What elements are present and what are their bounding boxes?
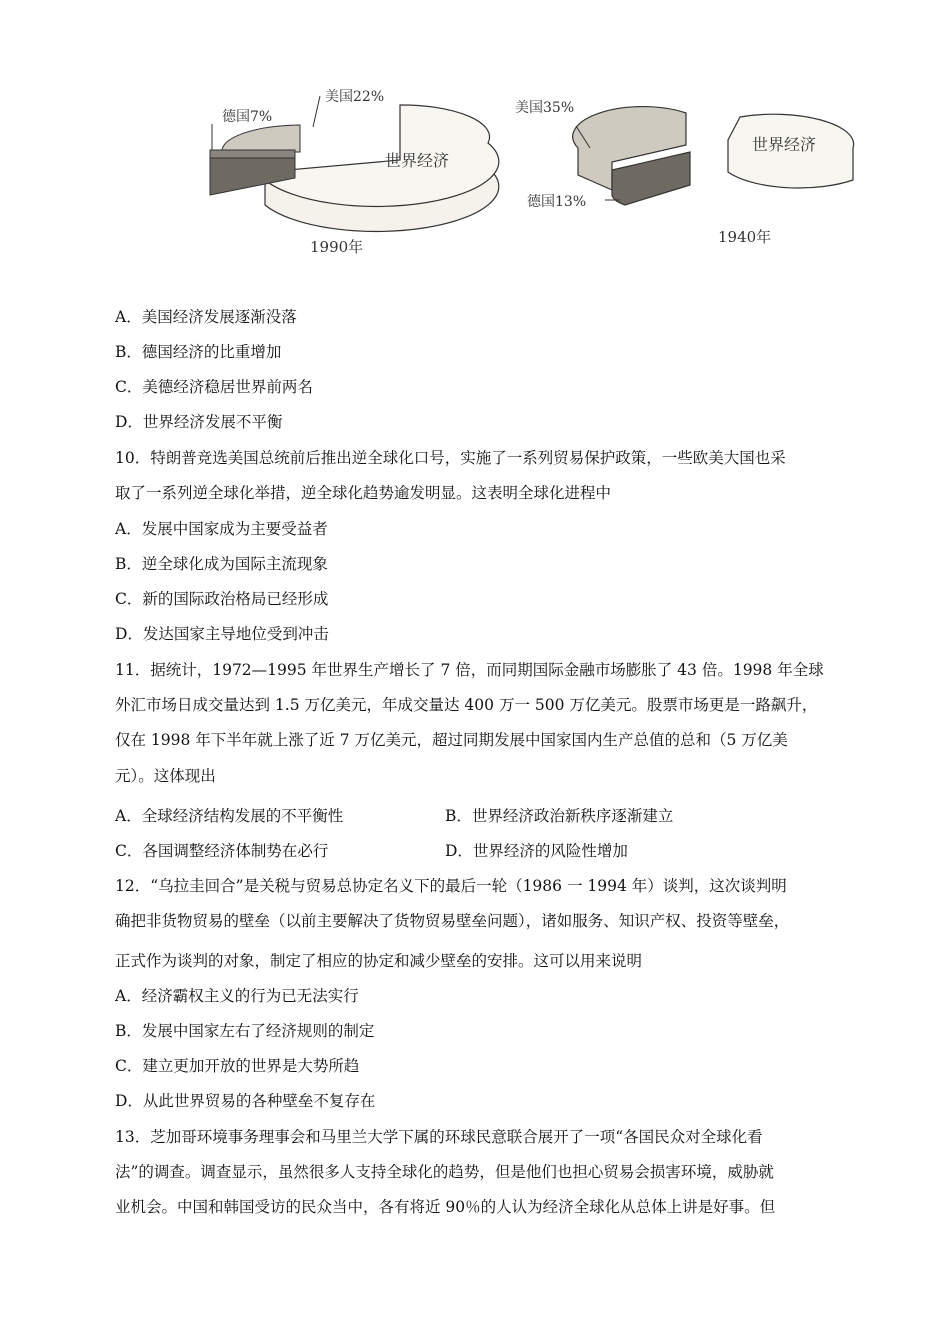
q12-stem-line: 12．“乌拉圭回合”是关税与贸易总协定名义下的最后一轮（1986 一 1994 年）谈判，这次谈判明 [115,877,787,895]
q12-option-b: B．发展中国家左右了经济规则的制定 [115,1022,375,1040]
q9-option-c: C．美德经济稳居世界前两名 [115,378,313,396]
q10-stem-line: 10．特朗普竞选美国总统前后推出逆全球化口号，实施了一系列贸易保护政策，一些欧美大国也采 [115,449,786,467]
year-label-1990: 1990年 [310,238,364,256]
q10-option-a: A．发展中国家成为主要受益者 [115,520,328,538]
pie-chart-1990 [210,89,499,256]
q11-stem-line: 元）。这体现出 [115,767,216,785]
q10-stem-line: 取了一系列逆全球化举措，逆全球化趋势逾发明显。这表明全球化进程中 [115,484,612,502]
q13-stem-line: 业机会。中国和韩国受访的民众当中，各有将近 90％的人认为经济全球化从总体上讲是好事。但 [115,1198,776,1216]
germany-label-1940: 德国13% [527,194,587,210]
year-label-1940: 1940年 [718,228,772,246]
q10-option-d: D．发达国家主导地位受到冲击 [115,625,329,643]
world-label-1990: 世界经济 [385,151,450,170]
q11-stem-line: 11．据统计，1972—1995 年世界生产增长了 7 倍，而同期国际金融市场膨胀了 43 倍。1998 年全球 [115,661,824,679]
q13-stem-line: 13．芝加哥环境事务理事会和马里兰大学下属的环球民意联合展开了一项“各国民众对全球化看 [115,1128,763,1146]
q11-option-d: D．世界经济的风险性增加 [445,842,628,860]
q10-option-b: B．逆全球化成为国际主流现象 [115,555,328,573]
slice-usa-1990 [222,125,300,152]
usa-label-1990: 美国22% [325,89,385,105]
q12-stem-line: 正式作为谈判的对象，制定了相应的协定和减少壁垒的安排。这可以用来说明 [115,952,643,970]
q12-stem-line: 确把非货物贸易的壁垒（以前主要解决了货物贸易壁垒问题），诸如服务、知识产权、投资等壁垒， [115,912,790,930]
q11-option-a: A．全球经济结构发展的不平衡性 [115,807,344,825]
q11-stem-line: 外汇市场日成交量达到 1.5 万亿美元，年成交量达 400 万一 500 万亿美元。股票市场更是一路飙升， [115,696,818,714]
q9-option-a: A．美国经济发展逐渐没落 [115,308,297,326]
q11-stem-line: 仅在 1998 年下半年就上涨了近 7 万亿美元，超过同期发展中国家国内生产总值的总和（5 万亿美 [115,731,788,749]
world-label-1940: 世界经济 [752,135,817,154]
q11-option-c: C．各国调整经济体制势在必行 [115,842,329,860]
q12-option-c: C．建立更加开放的世界是大势所趋 [115,1057,360,1075]
q9-option-d: D．世界经济发展不平衡 [115,413,283,431]
pie-charts-figure [0,0,950,280]
q11-option-b: B．世界经济政治新秩序逐渐建立 [445,807,674,825]
q12-option-d: D．从此世界贸易的各种壁垒不复存在 [115,1092,376,1110]
q10-option-c: C．新的国际政治格局已经形成 [115,590,329,608]
q13-stem-line: 法”的调查。调查显示，虽然很多人支持全球化的趋势，但是他们也担心贸易会损害环境，威胁就 [115,1163,774,1181]
slice-germany-1940 [612,152,690,205]
usa-label-1940: 美国35% [515,100,575,116]
pie-chart-1940 [515,100,854,246]
germany-label-1990: 德国7% [222,109,273,125]
q9-option-b: B．德国经济的比重增加 [115,343,282,361]
q12-option-a: A．经济霸权主义的行为已无法实行 [115,987,359,1005]
